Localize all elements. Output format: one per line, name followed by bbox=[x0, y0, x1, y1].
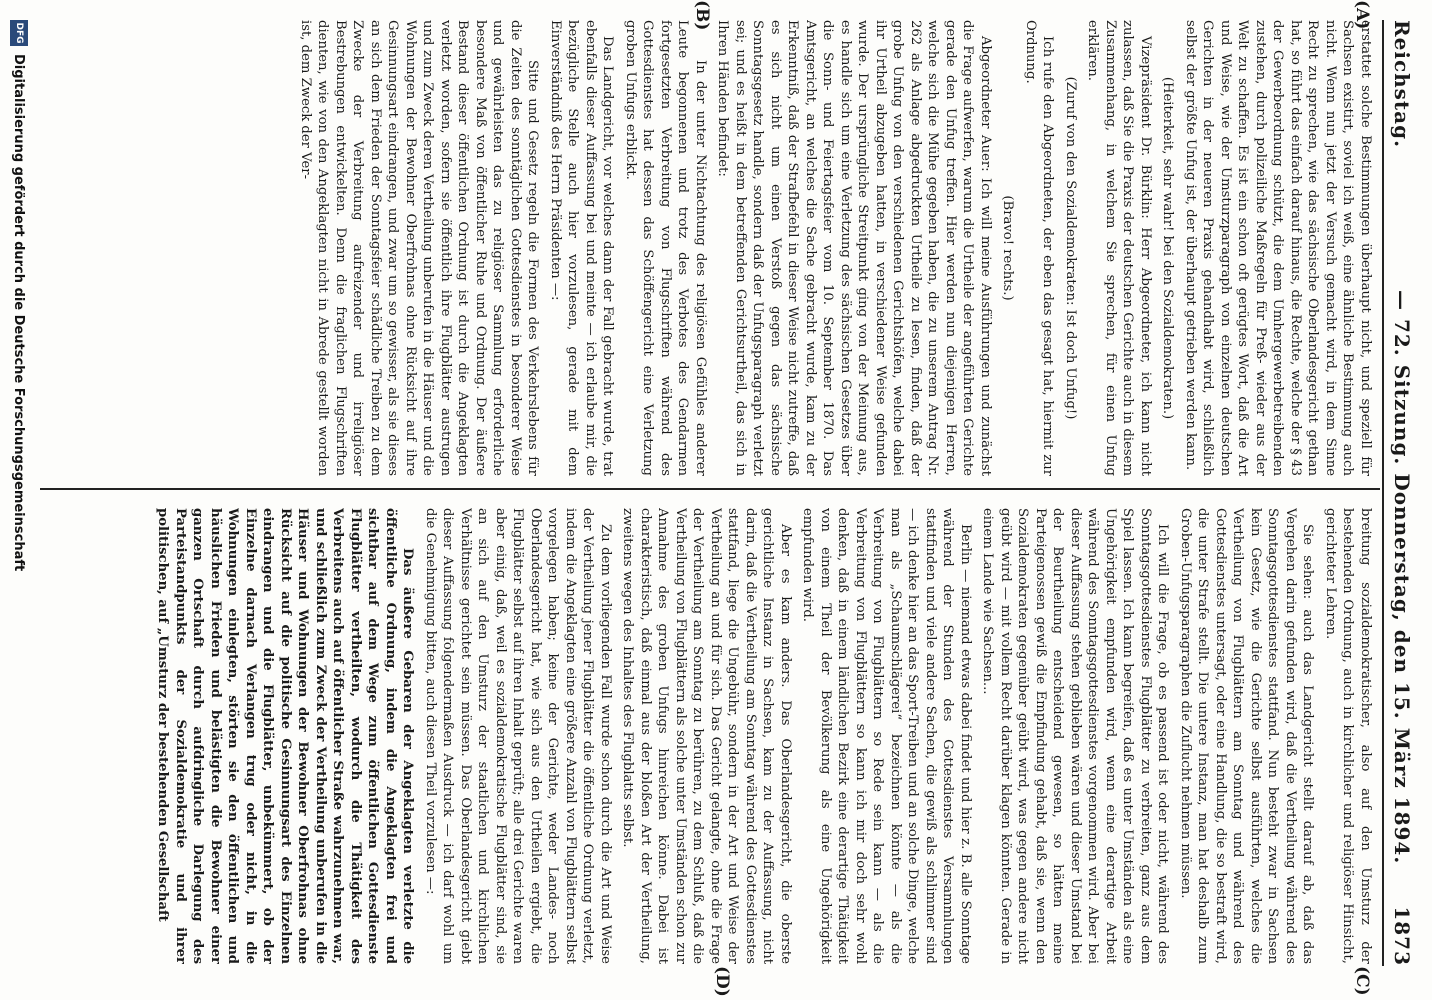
margin-mark-b: (B) bbox=[692, 0, 712, 31]
interjection: (Heiterkeit, sehr wahr! bei den Sozialdemokraten.) bbox=[1160, 76, 1176, 420]
margin-mark-a: (A) bbox=[1352, 0, 1372, 30]
paragraph: Vizepräsident Dr. Bürklin: Herr Abgeordneter, ich kann nicht zulassen, daß Sie die Praxis der deutschen Gerichte auch in diesem Zusammenhang, in welchem Sie sprechen, für einen Unfug erklären. bbox=[1085, 20, 1153, 476]
quotation: Sitte und Gesetz regeln die Formen des Verkehrslebens für die Zeiten des sonntäglichen Gottesdienstes in besonderer Weise und gewährleisten das zu religiöser Sammlung erforderliche besondere Maß von öffentlicher Ruhe und Ordnung. Der äußere Bestand dieser öffentlichen Ordnung ist durch die Angeklagten verletzt worden, sofern sie öffentlich ihre Flugblätter austrugen und zum Zweck deren Vertheilung unberufen in die Häuser und die Wohnungen der Bewohner Oberfrohnas ohne Rücksicht auf ihre Gesinnungsart eindrangen, und zwar um so gewisser, als sie dieses an sich dem Frieden der Sonntagsfeier schädliche Treiben zu dem Zwecke der Verbreitung aufreizender und irreligiöser Bestrebungen entwickelten. Denn die fraglichen Flugschriften dienten, wie von den Angeklagten nicht in Abrede gestellt worden ist, dem Zweck der Ver- bbox=[298, 20, 541, 476]
paragraph: Sie sehen: auch das Landgericht stellt darauf ab, daß das Vergehen darin gefunden wird, daß die Vertheilung während des Sonntagsgottesdienstes stattfand. Nun besteht zwar in Sachsen kein Gesetz, wie die Gerichte selbst ausführten, welches die Vertheilung von Flugblättern am Sonntag und während des Gottesdienstes untersagt, oder eine Handlung, die so bestraft wird, die unter Strafe stellt. Die untere Instanz, man hat deshalb zum Groben-Unfugsparagraphen die Zuflucht nehmen müssen. bbox=[1178, 508, 1316, 964]
right-column bbox=[44, 508, 1374, 964]
footer-text: Digitalisierung gefördert durch die Deutsche Forschungsgemeinschaft bbox=[11, 54, 26, 572]
paragraph: Berlin — niemand etwas dabei findet und hier z. B. alle Sonntage während der Stunden des Gottesdienstes Versammlungen stattfinden und viele andere Sachen, die gewiß als schlimmer sind — ich denke hier an das Sport-Treiben und an solche Dinge, welche man als „Schaumschlägerei“ bezeichnen könnte — als die Verbreitung von Flugblättern so Rede sein kann — als die Verbreitung von Flugblättern so kann ich mir doch sehr wohl denken, daß in einem ländlichen Bezirk eine derartige Thätigkeit von einem Theil der Bevölkerung als eine Ungehörigkeit empfunden wird. bbox=[800, 508, 973, 964]
header-rule bbox=[1382, 20, 1384, 966]
paragraph: Das Landgericht, vor welches dann der Fall gebracht wurde, trat ebenfalls dieser Auffassung bei und meinte — ich erlaube mir, die bezügliche Stelle auch hier vorzulesen, gerade mit dem Einverständniß des Herrn Präsidenten —: bbox=[548, 20, 616, 476]
header-center: — 72. Sitzung. Donnerstag, den 15. März 1894. bbox=[1390, 290, 1414, 865]
dfg-logo: DFG bbox=[10, 20, 28, 46]
paragraph: erstattet solche Bestimmungen überhaupt nicht, und speziell für Sachsen existirt, soviel ich weiß, eine ähnliche Bestimmung auch nicht. Wenn nun jetzt der Versuch gemacht wird, in dem Sinne Recht zu sprechen, wie das sächsische Oberlandesgericht gethan hat, so führt das einfach darauf hinaus, die Rechte, welche der § 43 der Gewerbeordnung schützt, die dem Umhergewerbetreibenden zustehen, durch polizeiliche Maßregeln für Preß- wieder aus der Welt zu schaffen. Es ist ein schon oft gerügtes Wort, daß die Art und Weise, wie der Umsturzparagraph von einzelnen deutschen Gerichten in der neueren Praxis gehandhabt wird, schließlich selbst der größte Unfug ist, der überhaupt getrieben werden kann. bbox=[1183, 20, 1373, 476]
paragraph: Zu dem vorliegenden Fall wurde schon durch die Art und Weise der Vertheilung jener Flugblätter die öffentliche Ordnung verletzt, indem die Angeklagten eine größere Anzahl von Flugblättern selbst vorgelegen haben; keine der Gerichte, weder Landes- noch Oberlandesgericht hat, wie sich aus den Urtheilen ergiebt, die Flugblätter selbst auf ihren Inhalt geprüft; alle drei Gerichte waren aber einig, daß, weil es sozialdemokratische Flugblätter sind, sie an sich auf den Umsturz der staatlichen und kirchlichen Verhältnisse gerichtet sein müssen. Das Oberlandesgericht giebt dieser Auffassung folgendermaßen Ausdruck — ich darf wohl um die Genehmigung bitten, auch diesen Theil vorzulesen —: bbox=[423, 508, 613, 964]
paragraph: Abgeordneter Auer: Ich will meine Ausführungen und zunächst die Frage aufwerfen, warum die Urtheile der angeführten Gerichte gerade den Unfug treffen. Hier werden nun diejenigen Herren, welche sich die Mühe gegeben haben, die zu unserem Antrag Nr. 262 als Anlage abgedruckten Urtheile zu lesen, finden, daß der grobe Unfug von den verschiedenen Gerichtshöfen, welche dabei ihr Urtheil abzugeben hatten, in verschiedener Weise gefunden wurde. Der ursprüngliche Streitpunkt ging von der Meinung aus, es handle sich um eine Verletzung des sächsischen Gesetzes über die Sonn- und Feiertagsfeier vom 10. September 1870. Das Amtsgericht, an welches die Sache gebracht wurde, kam zu der Erkenntniß, daß der Strafbefehl in dieser Weise nicht zutreffe, daß es sich nicht um einen Verstoß gegen das sächsische Sonntagsgesetz handle, sondern daß der Unfugsparagraph verletzt sei; und es heißt in dem betreffenden Gerichtsurtheil, das sich in Ihren Händen befindet: bbox=[715, 20, 993, 476]
page-header bbox=[1384, 20, 1414, 966]
page-number: 1873 bbox=[1390, 906, 1414, 966]
paragraph: Aber es kam anders. Das Oberlandesgericht, die oberste gerichtliche Instanz in Sachsen, kam zu der Auffassung, nicht darin, daß die Vertheilung am Sonntag während des Gottesdienstes stattfand, liege die Ungebühr, sondern in der Art und Weise der Vertheilung an und für sich. Das Gericht gelangte, ohne die Frage der Vertheilung am Sonntag zu berühren, zu dem Schluß, daß die Vertheilung von Flugblättern als solche unter Umständen schon zur Annahme des groben Unfugs hinreichen könne. Dabei ist charakteristisch, daß einmal aus der bloßen Art der Vertheilung, zweitens wegen des Inhaltes des Flugblatts selbst. bbox=[620, 508, 793, 964]
paragraph: Ich will die Frage, ob es passend ist oder nicht, während des Sonntagsgottesdienstes Flugblätter zu verbreiten, ganz aus dem Spiel lassen. Ich kann begreifen, daß es unter Umständen als eine Ungehörigkeit empfunden wird, wenn eine derartige Arbeit während des Sonntagsgottesdienstes vorgenommen wird. Aber bei dieser Auffassung stehen geblieben wären und dieser Umstand bei der Beurtheilung entscheidend gewesen, so hätten meine Parteigenossen gewiß die Empfindung gehabt, daß sie, wenn den Sozialdemokraten gegenüber geübt wird, was gegen andere nicht geübt wird — mit vollem Recht darüber klagen könnten. Gerade in einem Lande wie Sachsen... bbox=[980, 508, 1171, 964]
left-column bbox=[44, 20, 1374, 476]
margin-mark-c: (C) bbox=[1352, 966, 1372, 996]
interjection: (Bravo! rechts.) bbox=[1000, 195, 1016, 301]
interjection: (Zuruf von den Sozialdemokraten: Ist doch Unfug!) bbox=[1063, 76, 1078, 420]
margin-mark-d: (D) bbox=[712, 966, 732, 997]
paragraph: breitung sozialdemokratischer, also auf den Umsturz der bestehenden Ordnung, auch in kirchlicher und religiöser Hinsicht, gerichteter Lehren. bbox=[1323, 508, 1373, 964]
header-left: Reichstag. bbox=[1390, 20, 1414, 149]
quotation: Das äußere Gebaren der Angeklagten verletzte die öffentliche Ordnung, indem die Angeklagten frei und sichtbar auf dem Wege zum öffentlichen Gottesdienste Flugblätter vertheilten, wodurch die Thätigkeit des Verbreitens auch auf öffentlicher Straße wahrzunehmen war, und schließlich zum Zweck der Vertheilung unberufen in die Häuser und Wohnungen der Bewohner Oberfrohnas ohne Rücksicht auf die politische Gesinnungsart des Einzelnen eindrangen und die Flugblätter, unbekümmert, ob der Einzelne darnach Verlangen trug oder nicht, in die Wohnungen einlegten, störten sie den öffentlichen und häuslichen Frieden und belästigten die Bewohner einer ganzen Ortschaft durch aufdringliche Darlegung des Parteistandpunkts der Sozialdemokratie und ihrer politischen, auf „Umsturz der bestehenden Gesellschaft bbox=[155, 508, 416, 964]
quotation: In der unter Nichtachtung des religiösen Gefühles anderer Leute begonnenen und trotz des Verbotes des Gendarmen fortgesetzten Verbreitung von Flugschriften während des Gottesdienstes hat dessen das Schöffengericht eine Verletzung groben Unfugs erblickt. bbox=[623, 20, 708, 476]
column-divider bbox=[40, 488, 1380, 490]
paragraph: Ich rufe den Abgeordneten, der eben das gesagt hat, hiermit zur Ordnung. bbox=[1023, 20, 1056, 476]
